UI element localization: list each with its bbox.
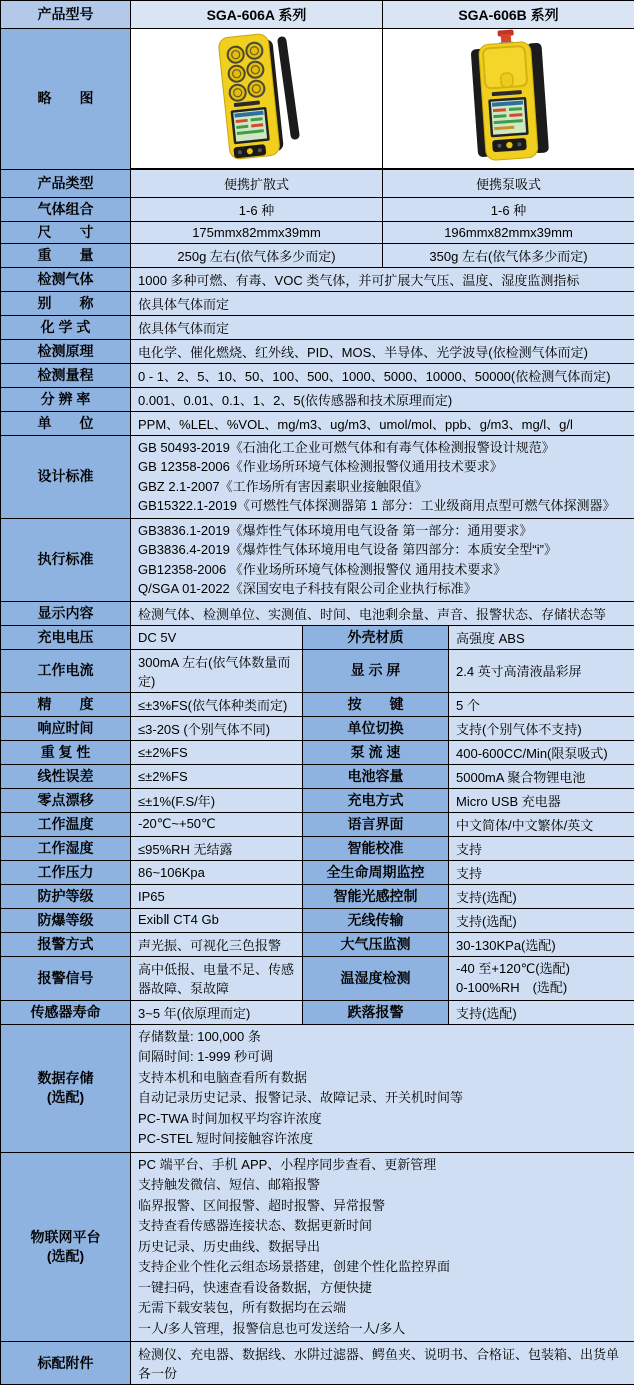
spec-value: 支持 xyxy=(449,836,634,860)
label-line: 物联网平台 xyxy=(1,1228,130,1247)
table-row xyxy=(1,740,634,764)
spec-label: 检测原理 xyxy=(1,339,131,363)
design-standards-list xyxy=(131,435,634,518)
table-row xyxy=(1,764,634,788)
standard-line: GB 12358-2006《作业场所环境气体检测报警仪通用技术要求》 xyxy=(138,457,627,477)
spec-label: 智能光感控制 xyxy=(303,884,449,908)
feature-line: 自动记录历史记录、报警记录、故障记录、开关机时间等 xyxy=(138,1088,627,1109)
spec-label: 尺 寸 xyxy=(1,221,131,243)
spec-label: 全生命周期监控 xyxy=(303,860,449,884)
spec-value: PPM、%LEL、%VOL、mg/m3、ug/m3、umol/mol、ppb、g/m3、mg/l、g/l xyxy=(131,411,634,435)
spec-value-b: 便携泵吸式 xyxy=(383,169,634,197)
table-row-iot-platform xyxy=(1,1152,634,1342)
spec-value: 电化学、催化燃烧、红外线、PID、MOS、半导体、光学波导(依检测气体而定) xyxy=(131,339,634,363)
header-model-b: SGA-606B 系列 xyxy=(383,1,634,29)
feature-line: 历史记录、历史曲线、数据导出 xyxy=(138,1237,627,1258)
spec-label: 工作温度 xyxy=(1,812,131,836)
table-row xyxy=(1,601,634,625)
spec-value-a: 250g 左右(依气体多少而定) xyxy=(131,243,383,267)
table-row-exec-standards xyxy=(1,518,634,601)
spec-value: 支持 xyxy=(449,860,634,884)
table-row xyxy=(1,221,634,243)
spec-label: 显示内容 xyxy=(1,601,131,625)
feature-line: 一键扫码，快速查看设备数据，方便快捷 xyxy=(138,1278,627,1299)
feature-line: 支持本机和电脑查看所有数据 xyxy=(138,1068,627,1089)
feature-line: 存储数量: 100,000 条 xyxy=(138,1027,627,1048)
feature-line: 间隔时间: 1-999 秒可调 xyxy=(138,1047,627,1068)
spec-value: 300mA 左右(依气体数量而定) xyxy=(131,649,303,692)
spec-value: Micro USB 充电器 xyxy=(449,788,634,812)
spec-value: 依具体气体而定 xyxy=(131,291,634,315)
spec-value-b: 350g 左右(依气体多少而定) xyxy=(383,243,634,267)
spec-value: IP65 xyxy=(131,884,303,908)
feature-line: 一人/多人管理，报警信息也可发送给一人/多人 xyxy=(138,1319,627,1340)
spec-label: 检测气体 xyxy=(1,267,131,291)
spec-label: 单位切换 xyxy=(303,716,449,740)
spec-label: 防护等级 xyxy=(1,884,131,908)
spec-label: 分 辨 率 xyxy=(1,387,131,411)
spec-value: 5 个 xyxy=(449,692,634,716)
spec-label: 传感器寿命 xyxy=(1,1000,131,1024)
spec-label: 单 位 xyxy=(1,411,131,435)
spec-label: 智能校准 xyxy=(303,836,449,860)
table-row xyxy=(1,649,634,692)
spec-label: 零点漂移 xyxy=(1,788,131,812)
spec-label: 语言界面 xyxy=(303,812,449,836)
table-row-header xyxy=(1,1,634,29)
spec-label: 跌落报警 xyxy=(303,1000,449,1024)
spec-label xyxy=(1,1152,131,1342)
table-row xyxy=(1,692,634,716)
device-b-image-cell xyxy=(383,29,634,170)
table-row xyxy=(1,788,634,812)
table-row xyxy=(1,884,634,908)
table-row xyxy=(1,387,634,411)
feature-line: 无需下载安装包，所有数据均在云端 xyxy=(138,1298,627,1319)
standard-line: Q/SGA 01-2022《深国安电子科技有限公司企业执行标准》 xyxy=(138,579,627,599)
table-row-design-standards xyxy=(1,435,634,518)
spec-label: 无线传输 xyxy=(303,908,449,932)
device-a-diffusion-detector-icon xyxy=(202,29,312,163)
standard-line: GB15322.1-2019《可燃性气体探测器第 1 部分：工业级商用点型可燃气体探测器》 xyxy=(138,496,627,516)
exec-standards-list xyxy=(131,518,634,601)
spec-label: 执行标准 xyxy=(1,518,131,601)
table-row xyxy=(1,812,634,836)
table-row xyxy=(1,860,634,884)
spec-value: 30-130KPa(选配) xyxy=(449,932,634,956)
label-line: (选配) xyxy=(1,1088,130,1107)
standard-line: GB 50493-2019《石油化工企业可燃气体和有毒气体检测报警设计规范》 xyxy=(138,438,627,458)
spec-label: 产品类型 xyxy=(1,169,131,197)
spec-label: 精 度 xyxy=(1,692,131,716)
spec-value: ≤95%RH 无结露 xyxy=(131,836,303,860)
standard-line: GB12358-2006 《作业场所环境气体检测报警仪 通用技术要求》 xyxy=(138,560,627,580)
table-row xyxy=(1,339,634,363)
spec-value: 3~5 年(依原理而定) xyxy=(131,1000,303,1024)
spec-value: 86~106Kpa xyxy=(131,860,303,884)
spec-label: 报警方式 xyxy=(1,932,131,956)
spec-value-a: 175mmx82mmx39mm xyxy=(131,221,383,243)
feature-line: PC-STEL 短时间接触容许浓度 xyxy=(138,1129,627,1150)
table-row xyxy=(1,716,634,740)
spec-value: 支持(选配) xyxy=(449,884,634,908)
spec-value: DC 5V xyxy=(131,625,303,649)
spec-value: 高中低报、电量不足、传感器故障、泵故障 xyxy=(131,956,303,1000)
spec-value: 0 - 1、2、5、10、50、100、500、1000、5000、10000、50000(依检测气体而定) xyxy=(131,363,634,387)
spec-label: 重 量 xyxy=(1,243,131,267)
spec-label: 泵 流 速 xyxy=(303,740,449,764)
spec-value: ExibⅡ CT4 Gb xyxy=(131,908,303,932)
spec-label: 别 称 xyxy=(1,291,131,315)
table-row xyxy=(1,411,634,435)
spec-label: 工作电流 xyxy=(1,649,131,692)
spec-label: 检测量程 xyxy=(1,363,131,387)
spec-label: 标配附件 xyxy=(1,1342,131,1385)
spec-value: ≤±2%FS xyxy=(131,740,303,764)
table-row xyxy=(1,243,634,267)
table-row xyxy=(1,908,634,932)
spec-label: 工作湿度 xyxy=(1,836,131,860)
header-label: 产品型号 xyxy=(1,1,131,29)
feature-line: 临界报警、区间报警、超时报警、异常报警 xyxy=(138,1196,627,1217)
table-row xyxy=(1,169,634,197)
spec-value: 检测气体、检测单位、实测值、时间、电池剩余量、声音、报警状态、存储状态等 xyxy=(131,601,634,625)
spec-label: 显 示 屏 xyxy=(303,649,449,692)
spec-label: 设计标准 xyxy=(1,435,131,518)
table-row xyxy=(1,1000,634,1024)
spec-value: ≤±2%FS xyxy=(131,764,303,788)
spec-value: 支持(选配) xyxy=(449,1000,634,1024)
table-row-sketch xyxy=(1,29,634,170)
feature-line: PC 端平台、手机 APP、小程序同步查看、更新管理 xyxy=(138,1155,627,1176)
spec-value: 支持(个别气体不支持) xyxy=(449,716,634,740)
spec-label: 工作压力 xyxy=(1,860,131,884)
spec-label: 电池容量 xyxy=(303,764,449,788)
spec-label xyxy=(1,1024,131,1152)
spec-value: 依具体气体而定 xyxy=(131,315,634,339)
spec-value: ≤±1%(F.S/年) xyxy=(131,788,303,812)
standard-line: GBZ 2.1-2007《工作场所有害因素职业接触限值》 xyxy=(138,477,627,497)
spec-label: 按 键 xyxy=(303,692,449,716)
label-line: (选配) xyxy=(1,1247,130,1266)
table-row xyxy=(1,625,634,649)
table-row xyxy=(1,932,634,956)
header-model-a: SGA-606A 系列 xyxy=(131,1,383,29)
spec-label: 响应时间 xyxy=(1,716,131,740)
feature-line: 支持查看传感器连接状态、数据更新时间 xyxy=(138,1216,627,1237)
spec-value: 支持(选配) xyxy=(449,908,634,932)
table-row xyxy=(1,836,634,860)
spec-value: ≤3-20S (个别气体不同) xyxy=(131,716,303,740)
spec-value: 声光振、可视化三色报警 xyxy=(131,932,303,956)
spec-label: 气体组合 xyxy=(1,197,131,221)
spec-value: -20℃~+50℃ xyxy=(131,812,303,836)
spec-label: 报警信号 xyxy=(1,956,131,1000)
device-a-image-cell xyxy=(131,29,383,170)
spec-value-a: 1-6 种 xyxy=(131,197,383,221)
label-line: 数据存储 xyxy=(1,1069,130,1088)
spec-label: 充电电压 xyxy=(1,625,131,649)
spec-value: 0.001、0.01、0.1、1、2、5(依传感器和技术原理而定) xyxy=(131,387,634,411)
spec-value-b: 1-6 种 xyxy=(383,197,634,221)
table-row xyxy=(1,267,634,291)
spec-value: 中文简体/中文繁体/英文 xyxy=(449,812,634,836)
device-b-pump-detector-icon xyxy=(454,29,564,163)
value-line: -40 至+120℃(选配) xyxy=(456,959,627,979)
table-row-accessories xyxy=(1,1342,634,1385)
value-line: 0-100%RH (选配) xyxy=(456,978,627,998)
spec-label: 防爆等级 xyxy=(1,908,131,932)
spec-value-a: 便携扩散式 xyxy=(131,169,383,197)
spec-label: 充电方式 xyxy=(303,788,449,812)
spec-label: 外壳材质 xyxy=(303,625,449,649)
table-row xyxy=(1,197,634,221)
spec-value: 2.4 英寸高清液晶彩屏 xyxy=(449,649,634,692)
spec-value: 1000 多种可燃、有毒、VOC 类气体，并可扩展大气压、温度、湿度监测指标 xyxy=(131,267,634,291)
spec-label: 重 复 性 xyxy=(1,740,131,764)
table-row-alarm-signal xyxy=(1,956,634,1000)
spec-value: 检测仪、充电器、数据线、水阱过滤器、鳄鱼夹、说明书、合格证、包装箱、出货单各一份 xyxy=(131,1342,634,1385)
standard-line: GB3836.4-2019《爆炸性气体环境用电气设备 第四部分：本质安全型“i”》 xyxy=(138,540,627,560)
spec-value: 高强度 ABS xyxy=(449,625,634,649)
feature-line: PC-TWA 时间加权平均容许浓度 xyxy=(138,1109,627,1130)
sketch-label: 略 图 xyxy=(1,29,131,170)
spec-value: 5000mA 聚合物锂电池 xyxy=(449,764,634,788)
feature-line: 支持触发微信、短信、邮箱报警 xyxy=(138,1175,627,1196)
standard-line: GB3836.1-2019《爆炸性气体环境用电气设备 第一部分：通用要求》 xyxy=(138,521,627,541)
spec-label: 化 学 式 xyxy=(1,315,131,339)
feature-line: 支持企业个性化云组态场景搭建，创建个性化监控界面 xyxy=(138,1257,627,1278)
iot-feature-list xyxy=(131,1152,634,1342)
spec-label: 温湿度检测 xyxy=(303,956,449,1000)
spec-value: 400-600CC/Min(限泵吸式) xyxy=(449,740,634,764)
table-row xyxy=(1,363,634,387)
spec-value xyxy=(449,956,634,1000)
spec-label: 线性误差 xyxy=(1,764,131,788)
table-row xyxy=(1,291,634,315)
table-row xyxy=(1,315,634,339)
spec-label: 大气压监测 xyxy=(303,932,449,956)
table-row-data-storage xyxy=(1,1024,634,1152)
data-storage-list xyxy=(131,1024,634,1152)
spec-value-b: 196mmx82mmx39mm xyxy=(383,221,634,243)
spec-value: ≤±3%FS(依气体种类而定) xyxy=(131,692,303,716)
